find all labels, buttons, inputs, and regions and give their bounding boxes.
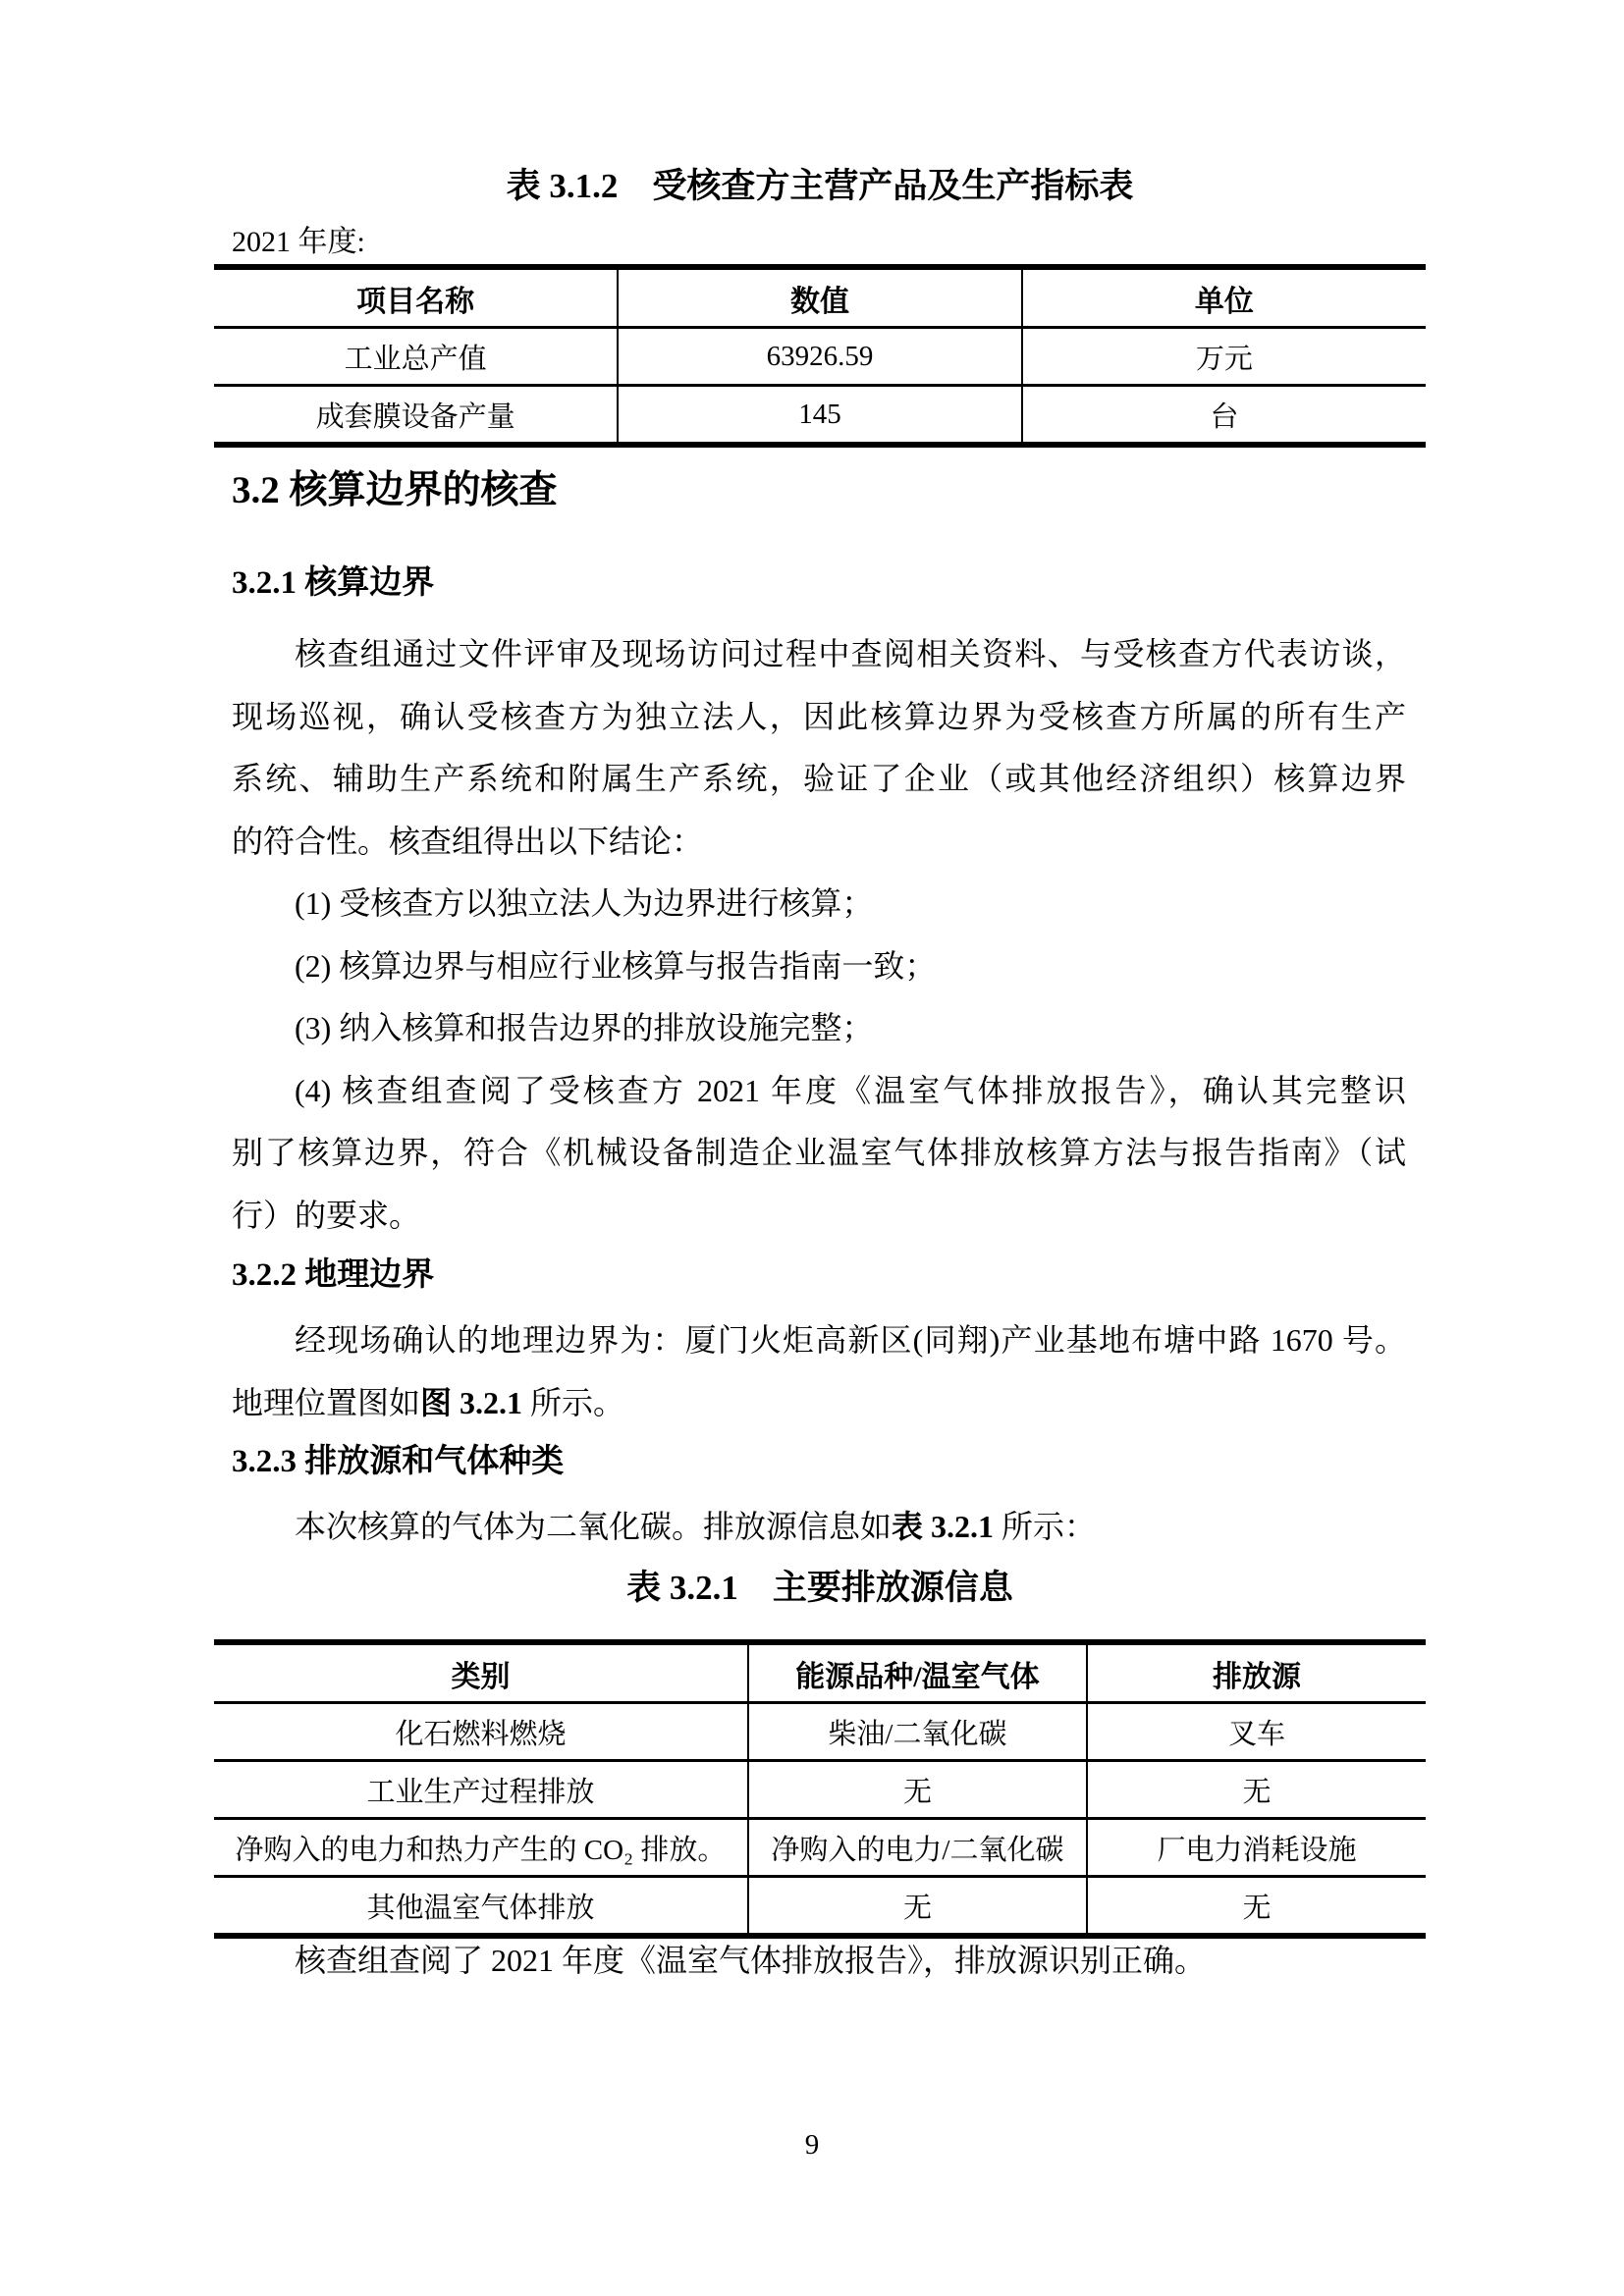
accounting-boundary-text-block [232, 623, 1406, 1247]
conclusion-item-4 [232, 1060, 1406, 1248]
column-header: 类别 [451, 1660, 511, 1693]
text-line [232, 623, 1406, 686]
text-segment: 本次核算的气体为二氧化碳。排放源信息如 [295, 1509, 893, 1544]
text-line [232, 1060, 1406, 1123]
text-segment: (4) 核查组查阅了受核查方 2021 年度《温室气体排放报告》，确认其完整识 [295, 1072, 1406, 1108]
table-cell: 叉车 [1087, 1703, 1426, 1761]
text-line [232, 1185, 1406, 1248]
text-line [232, 1122, 1406, 1185]
table-cell: 无 [748, 1877, 1087, 1937]
column-header: 能源品种/温室气体 [748, 1642, 1087, 1703]
text-segment: 行）的要求。 [232, 1197, 421, 1233]
conclusion-item: (3) 纳入核算和报告边界的排放设施完整； [295, 1010, 874, 1045]
table-caption-3-1-2: 表 3.1.2 受核查方主营产品及生产指标表 [506, 167, 1134, 205]
text-line [232, 1309, 1406, 1372]
conclusion-item: (1) 受核查方以独立法人为边界进行核算； [295, 885, 874, 921]
table-cell: 化石燃料燃烧 [395, 1718, 567, 1750]
table-cell: 无 [1087, 1761, 1426, 1819]
table-row [214, 328, 1426, 386]
text-segment: 所示。 [522, 1384, 625, 1420]
table-header-row [214, 267, 1426, 328]
section-heading-3-2: 3.2 核算边界的核查 [232, 469, 558, 511]
column-header: 数值 [618, 267, 1021, 328]
year-label: 2021 年度: [232, 226, 365, 258]
subsection-heading-3-2-3: 3.2.3 排放源和气体种类 [232, 1444, 565, 1479]
subsection-heading-3-2-2: 3.2.2 地理边界 [232, 1257, 435, 1293]
text-line [232, 1372, 1406, 1435]
table-cell: 成套膜设备产量 [315, 400, 515, 433]
text-line [232, 686, 1406, 749]
bold-reference: 图 3.2.1 [420, 1384, 523, 1420]
table-row [214, 1703, 1426, 1761]
text-segment: 现场巡视，确认受核查方为独立法人，因此核算边界为受核查方所属的所有生产 [232, 698, 1406, 734]
table-row [214, 1761, 1426, 1819]
text-segment: 所示： [994, 1509, 1097, 1544]
text-segment: 核查组通过文件评审及现场访问过程中查阅相关资料、与受核查方代表访谈， [295, 636, 1406, 671]
text-line [232, 748, 1406, 811]
paragraph-emission-gases [232, 1496, 1406, 1559]
column-header: 单位 [1022, 267, 1426, 328]
table-cell: 63926.59 [618, 328, 1021, 386]
table-cell: 145 [618, 386, 1021, 446]
text-segment: 的符合性。核查组得出以下结论： [232, 823, 704, 859]
text-segment: 经现场确认的地理边界为：厦门火炬高新区(同翔)产业基地布塘中路 1670 号。 [295, 1322, 1406, 1358]
table-row [214, 386, 1426, 446]
table-cell: 万元 [1022, 328, 1426, 386]
text-segment: 系统、辅助生产系统和附属生产系统，验证了企业（或其他经济组织）核算边界 [232, 761, 1406, 796]
text-segment: 地理位置图如 [232, 1384, 421, 1420]
paragraph-verification-conclusion: 核查组查阅了 2021 年度《温室气体排放报告》，排放源识别正确。 [295, 1943, 1207, 1978]
table-row [214, 1819, 1426, 1877]
production-indicators-table [214, 264, 1426, 448]
table-caption-3-2-1: 表 3.2.1 主要排放源信息 [626, 1569, 1013, 1607]
table-cell: 无 [1087, 1877, 1426, 1937]
page-number: 9 [804, 2129, 820, 2161]
table-cell: 净购入的电力/二氧化碳 [748, 1819, 1087, 1877]
table-cell: 台 [1022, 386, 1426, 446]
column-header: 项目名称 [356, 285, 475, 318]
table-cell: 工业生产过程排放 [366, 1776, 595, 1808]
text-segment: 别了核算边界，符合《机械设备制造企业温室气体排放核算方法与报告指南》（试 [232, 1135, 1406, 1170]
paragraph-accounting-boundary [232, 623, 1406, 873]
table-cell: 厂电力消耗设施 [1087, 1819, 1426, 1877]
table-row [214, 1877, 1426, 1937]
text-line [232, 811, 1406, 874]
bold-reference: 表 3.2.1 [892, 1509, 995, 1544]
conclusion-item: (2) 核算边界与相应行业核算与报告指南一致； [295, 947, 937, 984]
table-header-row [214, 1642, 1426, 1703]
text-line [232, 1496, 1406, 1559]
table-cell: 净购入的电力和热力产生的 CO₂ 排放。 [235, 1834, 727, 1866]
table-cell: 工业总产值 [344, 343, 487, 375]
subsection-heading-3-2-1: 3.2.1 核算边界 [232, 565, 435, 601]
emission-sources-table [214, 1639, 1426, 1939]
paragraph-geographic-boundary [232, 1309, 1406, 1434]
table-cell: 无 [748, 1761, 1087, 1819]
column-header: 排放源 [1087, 1642, 1426, 1703]
table-cell: 柴油/二氧化碳 [748, 1703, 1087, 1761]
table-cell: 其他温室气体排放 [366, 1892, 595, 1924]
